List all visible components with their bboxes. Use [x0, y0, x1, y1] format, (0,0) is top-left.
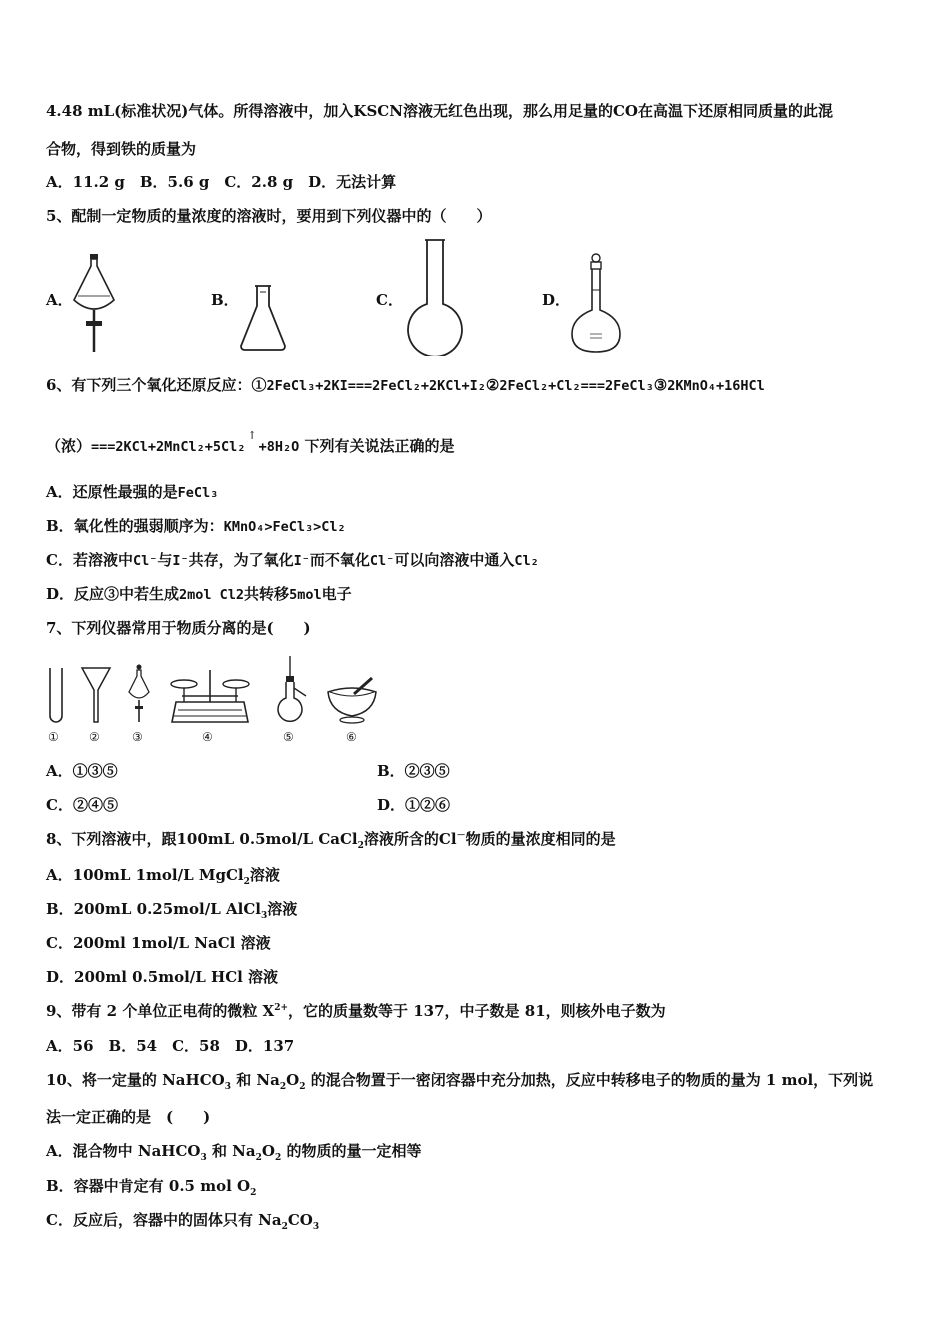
- q9-text: ，它的质量数等于 137，中子数是 81，则核外电子数为: [288, 1002, 666, 1020]
- q6-formula: I⁻: [293, 553, 310, 569]
- q6-formula: 2FeCl₃+2KI===2FeCl₂+2KCl+I₂: [266, 378, 486, 394]
- q8-superscript: －: [456, 831, 466, 841]
- q4-text: 在高温下还原相同质量的此混: [637, 102, 833, 120]
- q6-formula: ===2KCl+2MnCl₂+5Cl₂: [91, 439, 246, 455]
- distilling-flask-icon: [272, 654, 308, 728]
- q7-number-4: ④: [202, 730, 213, 744]
- q4-options: A．11.2 g B．5.6 g C．2.8 g D．无法计算: [46, 173, 397, 191]
- q7-stem: 7、下列仪器常用于物质分离的是( ): [46, 619, 311, 637]
- volumetric-flask-icon: [568, 252, 624, 356]
- q9-text: 9、带有 2 个单位正电荷的微粒 X: [46, 1002, 275, 1020]
- separatory-funnel-icon: [126, 664, 152, 724]
- q6-formula: KMnO₄>FeCl₃>Cl₂: [223, 519, 346, 535]
- q6-formula: +8H₂O: [258, 439, 300, 455]
- q6-option-c: [46, 550, 539, 571]
- q6-formula: Cl⁻: [369, 553, 395, 569]
- q10-subscript: 2: [255, 1153, 262, 1163]
- q10-text: O: [261, 1142, 275, 1160]
- q10-subscript: 3: [200, 1153, 207, 1163]
- q10-text: C．反应后，容器中的固体只有 Na: [46, 1211, 282, 1229]
- q6-text: （浓）: [46, 437, 92, 455]
- q10-subscript: 2: [274, 1153, 282, 1163]
- q8-subscript: 2: [243, 877, 250, 887]
- q7-number-6: ⑥: [346, 730, 357, 744]
- q8-stem: [46, 829, 616, 849]
- q10-stem-line2: 法一定正确的是 ( ): [46, 1108, 211, 1126]
- q10-text: 和 Na: [206, 1142, 256, 1160]
- q6-text: A．还原性最强的是: [46, 483, 178, 501]
- q10-text: 的混合物置于一密闭容器中充分加热，反应中转移电子的物质的量为 1 mol，下列说: [305, 1071, 874, 1089]
- q8-option-d: D．200ml 0.5mol/L HCl 溶液: [46, 968, 279, 986]
- q8-option-c: C．200ml 1mol/L NaCl 溶液: [46, 934, 271, 952]
- q10-text: A．混合物中 NaHCO: [46, 1142, 201, 1160]
- q8-text: 100mL 0.5mol/L CaCl: [176, 830, 358, 848]
- q10-option-b: [46, 1176, 256, 1196]
- q10-subscript: 3: [224, 1082, 231, 1092]
- q10-option-a: [46, 1141, 421, 1161]
- q6-formula: Cl⁻: [132, 553, 158, 569]
- q7-number-2: ②: [89, 730, 100, 744]
- conical-flask-icon: [238, 284, 288, 352]
- q5-option-c-label: C．: [376, 291, 403, 309]
- q6-formula: I⁻: [172, 553, 189, 569]
- q4-text: KSCN: [353, 102, 403, 120]
- q8-text: 溶液: [249, 866, 280, 884]
- funnel-icon: [80, 666, 112, 724]
- q4-line1: [46, 101, 833, 121]
- q6-text: 下列有关说法正确的是: [304, 437, 455, 455]
- q10-stem-line1: [46, 1070, 873, 1090]
- q6-text: D．反应③中若生成: [46, 585, 180, 603]
- q8-text: B．200mL 0.25mol/L AlCl: [46, 900, 261, 918]
- q5-stem: 5、配制一定物质的量浓度的溶液时，要用到下列仪器中的（ ）: [46, 207, 492, 225]
- q8-text: A．100mL 1mol/L MgCl: [46, 866, 244, 884]
- q7-number-3: ③: [132, 730, 143, 744]
- q10-subscript: 3: [312, 1222, 320, 1232]
- q10-text: CO: [287, 1211, 313, 1229]
- q6-text: ③: [653, 376, 668, 394]
- q7-option-a: A．①③⑤: [46, 762, 118, 780]
- q8-text: 8、下列溶液中，跟: [46, 830, 177, 848]
- q9-superscript: 2+: [274, 1003, 288, 1013]
- q4-line2: 合物，得到铁的质量为: [46, 140, 197, 158]
- q6-formula: Cl₂: [514, 553, 539, 569]
- q6-option-d: [46, 584, 352, 605]
- q4-text: )气体。所得溶液中，加入: [181, 102, 354, 120]
- q6-stem-line1: [46, 375, 765, 396]
- q10-subscript: 2: [250, 1188, 257, 1198]
- q6-formula: 5mol: [289, 587, 322, 603]
- round-bottom-flask-icon: [403, 238, 467, 356]
- q6-text: 6、有下列三个氧化还原反应：①: [46, 376, 267, 394]
- q4-text: 标准状况: [121, 102, 182, 120]
- q6-option-a: [46, 482, 218, 503]
- q8-subscript: 3: [260, 911, 268, 921]
- q6-text: 共转移: [244, 585, 290, 603]
- q7-option-d: D．①②⑥: [377, 796, 451, 814]
- q6-text: 与: [157, 551, 173, 569]
- q4-text: 溶液无红色出现，那么用足量的: [402, 102, 613, 120]
- q6-option-b: [46, 516, 346, 537]
- q6-formula: FeCl₃: [177, 485, 219, 501]
- q10-text: 10、将一定量的 NaHCO: [46, 1071, 225, 1089]
- q6-text: 电子: [321, 585, 352, 603]
- mortar-icon: [324, 676, 380, 724]
- q10-text: B．容器中肯定有 0.5 mol O: [46, 1177, 251, 1195]
- q8-subscript: 2: [357, 841, 364, 851]
- q6-stem-line2: [46, 429, 455, 458]
- q8-option-a: [46, 865, 280, 885]
- q6-formula: 2KMnO₄+16HCl: [667, 378, 765, 394]
- q7-number-1: ①: [48, 730, 59, 744]
- q6-formula: 2FeCl₂+Cl₂===2FeCl₃: [499, 378, 654, 394]
- q10-subscript: 2: [279, 1082, 287, 1092]
- q6-text: 共存，为了氧化: [188, 551, 294, 569]
- test-tube-icon: [46, 666, 66, 724]
- q6-text: ②: [485, 376, 500, 394]
- q9-stem: [46, 1001, 666, 1021]
- q8-option-b: [46, 899, 297, 919]
- q8-text: Cl: [438, 830, 457, 848]
- separatory-funnel-icon: [70, 252, 120, 356]
- q6-text: 而不氧化: [309, 551, 370, 569]
- q7-option-b: B．②③⑤: [377, 762, 450, 780]
- q5-option-b-label: B．: [211, 291, 239, 309]
- q6-text: 可以向溶液中通入: [394, 551, 515, 569]
- q10-subscript: 2: [299, 1082, 306, 1092]
- q9-options: A．56 B．54 C．58 D．137: [46, 1037, 295, 1055]
- q10-text: 和 Na: [230, 1071, 280, 1089]
- q4-text: 4.48 mL(: [46, 102, 122, 120]
- q10-option-c: [46, 1210, 319, 1230]
- q5-option-d-label: D．: [542, 291, 571, 309]
- q8-text: 溶液所含的: [363, 830, 439, 848]
- q4-text: CO: [612, 102, 638, 120]
- q8-text: 溶液: [267, 900, 298, 918]
- q6-text: B．氧化性的强弱顺序为：: [46, 517, 224, 535]
- q8-text: 物质的量浓度相同的是: [465, 830, 616, 848]
- q6-formula: 2mol Cl2: [179, 587, 245, 603]
- q10-subscript: 2: [281, 1222, 288, 1232]
- gas-arrow-icon: ↑: [247, 429, 257, 442]
- balance-icon: [168, 666, 252, 726]
- q5-option-a-label: A．: [46, 291, 73, 309]
- q6-text: C．若溶液中: [46, 551, 133, 569]
- q10-text: 的物质的量一定相等: [281, 1142, 422, 1160]
- q7-option-c: C．②④⑤: [46, 796, 118, 814]
- q7-number-5: ⑤: [283, 730, 294, 744]
- q10-text: O: [286, 1071, 300, 1089]
